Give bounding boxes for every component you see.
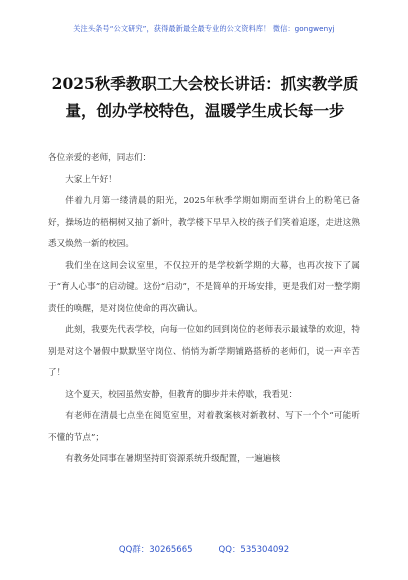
paragraph: 我们坐在这间会议室里，不仅拉开的是学校新学期的大幕，也再次按下了属于“育人心事”的启动键。这份“启动”，不是简单的开场安排，更是我们对一整学期责任的唤醒，是对岗位使命的再次确认。 <box>48 260 360 314</box>
footer-contact <box>0 543 408 555</box>
paragraph: 大家上午好！ <box>65 174 117 185</box>
paragraph: 此刻，我要先代表学校，向每一位如约回到岗位的老师表示最诚挚的欢迎，特别是对这个暑假中默默坚守岗位、悄悄为新学期铺路搭桥的老师们，说一声辛苦了！ <box>48 325 360 378</box>
paragraph: 有教务处同事在暑期坚持盯资源系统升级配置，一遍遍核 <box>65 454 281 464</box>
paragraph: 这个夏天，校园虽然安静，但教育的脚步并未停歇，我看见： <box>65 389 298 400</box>
footer-qq: QQ：535304092 <box>218 545 290 555</box>
paragraph: 有老师在清晨七点坐在阅览室里，对着教案核对新教材、写下一个个“可能听不懂的节点”； <box>48 411 360 443</box>
header-banner: 关注头条号“公文研究”，获得最新最全最专业的公文资料库！ 微信：gongwenyj <box>73 24 335 33</box>
document-title: 2025秋季教职工大会校长讲话：抓实教学质量，创办学校特色，温暖学生成长每一步 <box>51 74 359 120</box>
salutation: 各位亲爱的老师，同志们： <box>48 153 152 163</box>
document-body <box>48 148 360 471</box>
paragraph: 伴着九月第一缕清晨的阳光，2025年秋季学期如期而至讲台上的粉笔已备好，操场边的梧桐树又抽了新叶，教学楼下早早入校的孩子们笑着追逐，走进这熟悉又焕然一新的校园。 <box>48 196 360 249</box>
footer-qq-group: QQ群：30265665 <box>118 545 193 555</box>
